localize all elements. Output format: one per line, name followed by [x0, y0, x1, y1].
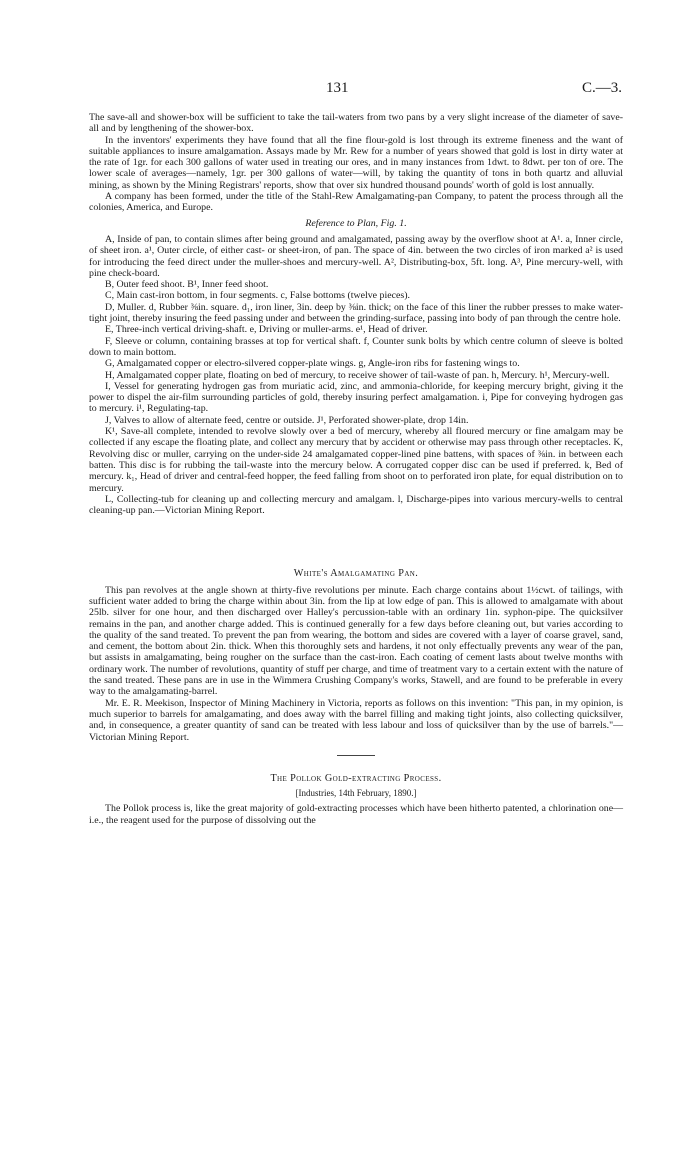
- reference-item: I, Vessel for generating hydrogen gas from muriatic acid, zinc, and ammonia-chloride, for keeping mercury bright, giving it the power to dispel the air-film surrounding particles of gold, thereby insuring perfect amalgamation. i, Pipe for conveying hydrogen gas to mercury. i¹, Regulating-tap.: [89, 380, 623, 415]
- reference-item: E, Three-inch vertical driving-shaft. e, Driving or muller-arms. e¹, Head of driver.: [105, 324, 428, 336]
- reference-item: K¹, Save-all complete, intended to revolve slowly over a bed of mercury, whereby all floured mercury or fine amalgam may be collected if any escape the floating plate, and collect any mercury that by accident or otherwise may pass through other receptacles. K, Revolving disc or muller, carrying on the under-side 24 amalgamated copper-lined pine battens, with spaces of ⅜in. in between each batten. This disc is for rubbing the tail-waste into the mercury below. A corrugated copper disc can be used if preferred. k, Bed of mercury. k₁, Head of driver and central-feed hopper, the feed falling from shoot on to perforated iron plate, for equal distribution on to mercury.: [89, 426, 623, 494]
- page-reference: C.—3.: [581, 80, 622, 96]
- white-pan-paragraph: This pan revolves at the angle shown at thirty-five revolutions per minute. Each charge contains about 1½cwt. of tailings, with sufficient water added to bring the charge within about 3in. from the lip at low edge of pan. This is allowed to amalgamate with about 25lb. silver for one hour, and then discharged over Halley's percussion-table with an ordinary 1in. syphon-pipe. The quicksilver remains in the pan, and another charge added. This is continued generally for a few days before cleaning out, but varies according to the quality of the sand treated. To prevent the pan from wearing, the bottom and sides are covered with a layer of coarse gravel, sand, and cement, the bottom about 2in. thick. When this thoroughly sets and hardens, it not only effectually prevents any wear of the pan, but assists in amalgamating, being rougher on the surface than the cast-iron. Each coating of cement lasts about twelve months with ordinary work. The number of revolutions, quantity of stuff per charge, and time of treatment vary to a certain extent with the nature of the sand treated. These pans are in use in the Wimmera Crushing Company's works, Stawell, and are found to be preferable in every way to the amalgamating-barrel.: [89, 584, 623, 698]
- reference-heading: Reference to Plan, Fig. 1.: [305, 217, 407, 229]
- reference-item: A, Inside of pan, to contain slimes after being ground and amalgamated, passing away by the overflow shoot at A¹. a, Inner circle, of sheet iron. a¹, Outer circle, of either cast- or sheet-iron, of pan. The space of 4in. between the two circles of iron marked a² is used for introducing the feed direct under the muller-shoes and mercury-well. A², Distributing-box, 5ft. long. A³, Pine mercury-well, with pine check-board.: [89, 233, 623, 279]
- page-body: [89, 112, 623, 826]
- reference-item: G, Amalgamated copper or electro-silvered copper-plate wings. g, Angle-iron ribs for fastening wings to.: [105, 358, 520, 370]
- reference-item: J, Valves to allow of alternate feed, centre or outside. J¹, Perforated shower-plate, drop 14in.: [105, 414, 469, 426]
- reference-item: H, Amalgamated copper plate, floating on bed of mercury, to receive shower of tail-waste of pan. h, Mercury. h¹, Mercury-well.: [105, 369, 610, 381]
- section-divider: [89, 743, 623, 773]
- reference-item: F, Sleeve or column, containing brasses at top for vertical shaft. f, Counter sunk bolts by which centre column of sleeve is bolted down to main bottom.: [89, 335, 623, 358]
- reference-item: B, Outer feed shoot. B¹, Inner feed shoot.: [105, 279, 269, 291]
- section-title-white-pan: White's Amalgamating Pan.: [293, 568, 419, 580]
- section-source: [Industries, 14th February, 1890.]: [295, 788, 417, 799]
- intro-paragraph: A company has been formed, under the title of the Stahl-Rew Amalgamating-pan Company, to patent the process through all the colonies, America, and Europe.: [89, 191, 623, 214]
- section-separator: [89, 516, 623, 568]
- page-header: [0, 80, 700, 100]
- section-title-pollok: The Pollok Gold-extracting Process.: [270, 772, 442, 784]
- divider-rule: [337, 755, 375, 756]
- reference-item: C, Main cast-iron bottom, in four segments. c, False bottoms (twelve pieces).: [105, 290, 410, 302]
- intro-paragraph: In the inventors' experiments they have found that all the fine flour-gold is lost through its extreme fineness and the want of suitable appliances to insure amalgamation. Assays made by Mr. Rew for a number of years showed that gold is lost in dirty water at the rate of 1gr. for each 300 gallons of water used in treating our ores, and in many instances from 1dwt. to 8dwt. per ton of ore. The lower scale of averages—namely, 1gr. per 300 gallons of water—will, by taking the quantity of tons in both quartz and alluvial mining, as shown by the Mining Registrars' reports, show that over six hundred thousand pounds' worth of gold is lost annually.: [89, 134, 623, 191]
- white-pan-paragraph: Mr. E. R. Meekison, Inspector of Mining Machinery in Victoria, reports as follows on this invention: "This pan, in my opinion, is much superior to barrels for amalgamating, and does away with the barrel filling and making tight joints, also collecting quicksilver, and, in consequence, a greater quantity of sand can be treated with less labour and loss of quicksilver than by the use of barrels."—Victorian Mining Report.: [89, 697, 623, 743]
- pollok-paragraph: The Pollok process is, like the great majority of gold-extracting processes which have been hitherto patented, a chlorination one—i.e., the reagent used for the purpose of dissolving out the: [89, 803, 623, 826]
- reference-item: L, Collecting-tub for cleaning up and collecting mercury and amalgam. l, Discharge-pipes into various mercury-wells to central cleaning-up pan.—Victorian Mining Report.: [89, 493, 623, 517]
- page-number: 131: [326, 80, 349, 96]
- intro-paragraph: The save-all and shower-box will be sufficient to take the tail-waters from two pans by a very slight increase of the diameter of save-all and by lengthening of the shower-box.: [89, 112, 623, 135]
- reference-item: D, Muller. d, Rubber ⅜in. square. d₁, iron liner, 3in. deep by ⅜in. thick; on the face of this liner the rubber presses to make water-tight joint, thereby insuring the feed passing under and between the grinding-surface, passing into body of pan through the centre hole.: [89, 301, 623, 325]
